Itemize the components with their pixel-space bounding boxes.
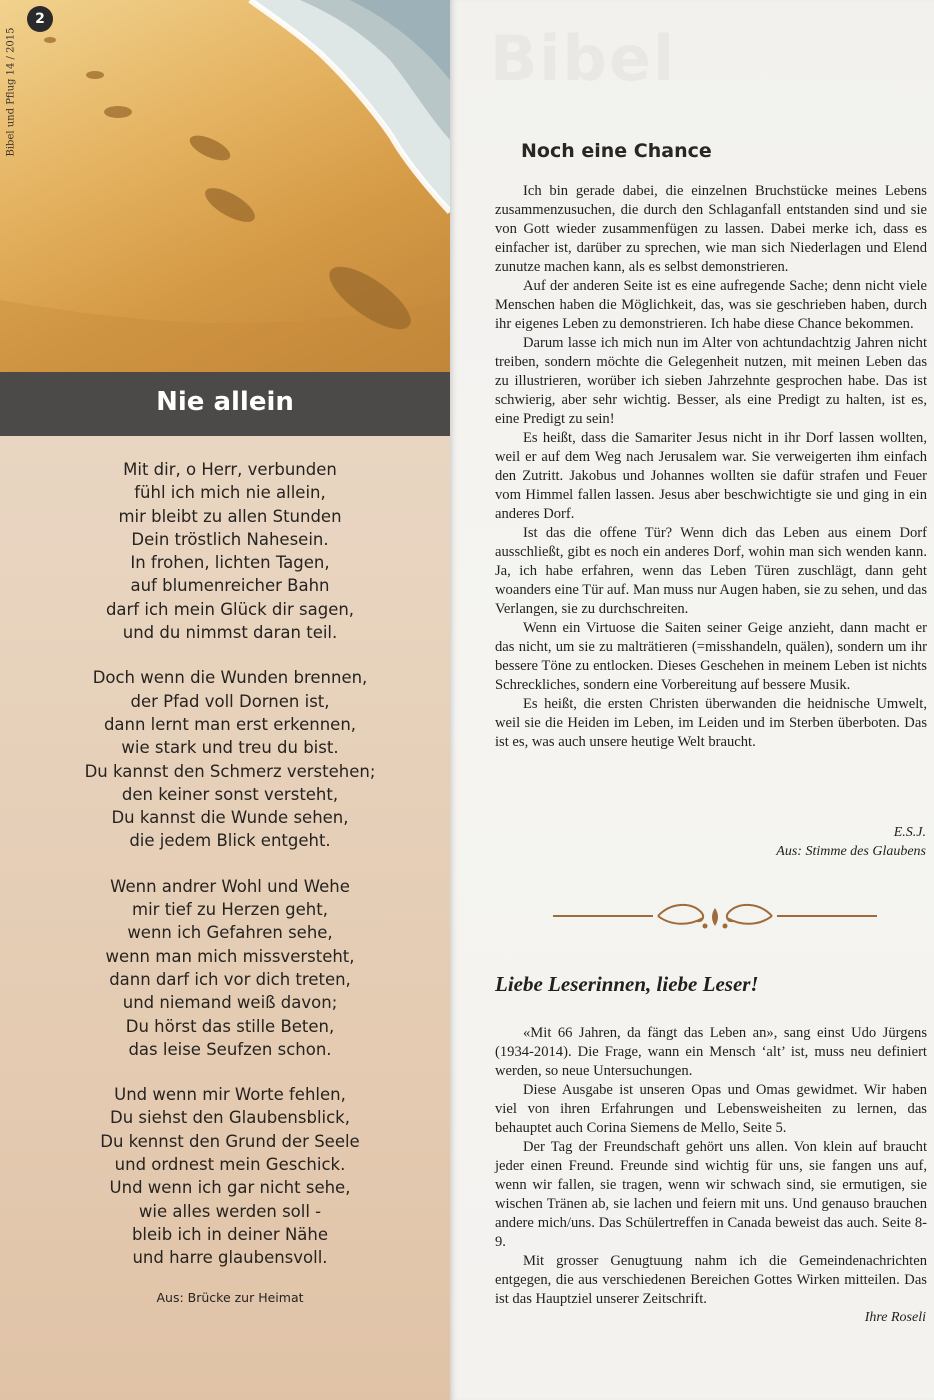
poem-title: Nie allein (156, 387, 294, 417)
poem-line: den keiner sonst versteht, (121, 784, 339, 804)
article-paragraph: Es heißt, dass die Samariter Jesus nicht in ihr Dorf lassen wollten, weil er auf dem Weg nach Jerusalem war. Sie verweigerten ihm einfach den Zutritt. Jakobus und Johannes wollten sie dafür strafen und Feuer vom Himmel fallen lassen. Jesus aber beschwichtigte sie und ging in ein anderes Dorf. (495, 430, 927, 522)
editorial-paragraph: Der Tag der Freundschaft gehört uns allen. Von klein auf braucht jeder einen Freund. Freunde sind wichtig für uns, sie fangen uns auf, wenn wir fallen, sie tragen, wenn wir schwach sind, sie ermutigen, sie wischen Tränen ab, sie lachen und feiern mit uns. Und genauso brauchen andere mich/uns. Das Schülertreffen in Canada beweist das auch. Seite 8-9. (495, 1139, 927, 1250)
poem-line: Dein tröstlich Nahesein. (131, 529, 329, 549)
poem-line: wie alles werden soll - (138, 1201, 322, 1221)
poem-source: Aus: Brücke zur Heimat (156, 1290, 304, 1305)
poem-line: fühl ich mich nie allein, (134, 483, 326, 503)
poem-line: mir bleibt zu allen Stunden (118, 506, 342, 526)
poem-line: In frohen, lichten Tagen, (130, 553, 330, 573)
left-page (0, 0, 450, 1400)
article-body (495, 182, 927, 752)
poem-line: wenn man mich missversteht, (105, 946, 355, 966)
article-signature (776, 823, 926, 861)
article-paragraph: Wenn ein Virtuose die Saiten seiner Geige anzieht, dann macht er das nicht, um sie zu malträtieren (=misshandeln, quälen), sondern um ihr bessere Töne zu entlocken. Dieses Geschehen in meinem Leben ist nichts Schreckliches, sondern eine Vorbereitung auf bessere Musik. (495, 620, 927, 693)
poem-stanza (20, 666, 440, 852)
poem-line: Du kannst die Wunde sehen, (111, 808, 349, 828)
poem-line: dann lernt man erst erkennen, (103, 714, 357, 734)
poem-stanza (20, 458, 440, 644)
poem-line: das leise Seufzen schon. (128, 1039, 332, 1059)
poem-line: dann darf ich vor dich treten, (109, 969, 351, 989)
poem-title-bar (0, 372, 450, 436)
running-title-vertical: Bibel und Pflug 14 / 2015 (5, 27, 17, 157)
poem-line: der Pfad voll Dornen ist, (130, 691, 330, 711)
poem-line: Du kennst den Grund der Seele (100, 1131, 360, 1151)
watermark-logo: Bibel (490, 22, 677, 95)
editorial-title: Liebe Leserinnen, liebe Leser! (495, 972, 759, 996)
poem-line: Du siehst den Glaubensblick, (110, 1108, 350, 1128)
editorial-paragraph: Mit grosser Genugtuung nahm ich die Gemeindenachrichten entgegen, die aus verschiedenen Bereichen Gottes Wirken mitteilen. Das ist das Hauptziel unserer Zeitschrift. (495, 1253, 927, 1307)
poem-line: und ordnest mein Geschick. (114, 1155, 346, 1175)
poem-line: Du kannst den Schmerz verstehen; (84, 761, 376, 781)
article-paragraph: Ist das die offene Tür? Wenn dich das Leben aus einem Dorf ausschließt, gibt es noch ein anderes Dorf, wohin man sich wenden kann. Ja, ich habe erfahren, wenn das Leben Türen zuschlägt, dann geht woanders eine Tür auf. Man muss nur Augen haben, sie zu sehen, und das Verlangen, sie zu durchschreiten. (495, 525, 927, 617)
article-paragraph: Darum lasse ich mich nun im Alter von achtundachtzig Jahren nicht treiben, sondern möchte die Gelegenheit nutzen, mit meinen Leben das zu illustrieren, worüber ich sieben Jahrzehnte gesprochen habe. Das ist schwierig, aber sehr wichtig. Besser, als eine Predigt zu halten, ist es, eine Predigt zu sein! (495, 335, 927, 427)
beach-footprints-photo (0, 0, 450, 372)
poem-line: wenn ich Gefahren sehe, (127, 923, 333, 943)
article-author: E.S.J. (893, 825, 926, 840)
poem-line: mir tief zu Herzen geht, (132, 900, 328, 920)
poem-line: Und wenn mir Worte fehlen, (114, 1085, 346, 1105)
poem-body (20, 458, 440, 1292)
article-paragraph: Ich bin gerade dabei, die einzelnen Bruchstücke meines Lebens zusammenzusuchen, die durch den Schlaganfall entstanden sind und sie von Gott wieder zusammenfügen zu lassen. Dabei merke ich, dass es einfacher ist, darüber zu sprechen, wie man sich Niederlagen und Elend zunutze machen kann, als es selbst demonstrieren. (495, 183, 927, 275)
poem-line: Mit dir, o Herr, verbunden (123, 460, 337, 479)
article-title: Noch eine Chance (521, 140, 712, 162)
article-source: Aus: Stimme des Glaubens (776, 844, 926, 859)
page-number-badge: 2 (27, 6, 53, 32)
poem-line: wie stark und treu du bist. (121, 738, 339, 758)
poem-line: auf blumenreicher Bahn (130, 576, 330, 596)
editorial-body (495, 1024, 927, 1309)
poem-line: die jedem Blick entgeht. (129, 831, 331, 851)
poem-stanza (20, 1083, 440, 1269)
poem-line: Wenn andrer Wohl und Wehe (110, 876, 350, 896)
article-paragraph: Es heißt, die ersten Christen überwanden die heidnische Umwelt, weil sie die Heiden im Leben, im Leiden und im Sterben überboten. Das ist es, was auch unsere heutige Welt braucht. (495, 696, 927, 750)
ornament-divider-icon (553, 896, 877, 936)
poem-line: und harre glaubensvoll. (132, 1248, 328, 1268)
editorial-paragraph: Diese Ausgabe ist unseren Opas und Omas gewidmet. Wir haben viel von ihren Erfahrungen und Lebensweisheiten zu lernen, das behauptet auch Corina Siemens de Mello, Seite 5. (495, 1082, 927, 1136)
poem-line: Und wenn ich gar nicht sehe, (109, 1178, 351, 1198)
poem-stanza (20, 875, 440, 1061)
poem-line: und du nimmst daran teil. (122, 623, 338, 643)
poem-line: und niemand weiß davon; (122, 993, 338, 1013)
beach-illustration (0, 0, 450, 372)
poem-line: darf ich mein Glück dir sagen, (105, 599, 355, 619)
article-paragraph: Auf der anderen Seite ist es eine aufregende Sache; denn nicht viele Menschen haben die Möglichkeit, das, was sie geschrieben haben, durch ihr eigenes Leben zu demonstrieren. Ich habe diese Chance bekommen. (495, 278, 927, 332)
poem-line: bleib ich in deiner Nähe (131, 1224, 329, 1244)
editorial-paragraph: «Mit 66 Jahren, da fängt das Leben an», sang einst Udo Jürgens (1934-2014). Die Frage, wann ein Mensch ‘alt’ ist, muss neu definiert werden, so neue Untersuchungen. (495, 1025, 927, 1079)
poem-line: Doch wenn die Wunden brennen, (92, 668, 368, 688)
poem-line: Du hörst das stille Beten, (125, 1016, 335, 1036)
editorial-signature: Ihre Roseli (864, 1310, 926, 1325)
